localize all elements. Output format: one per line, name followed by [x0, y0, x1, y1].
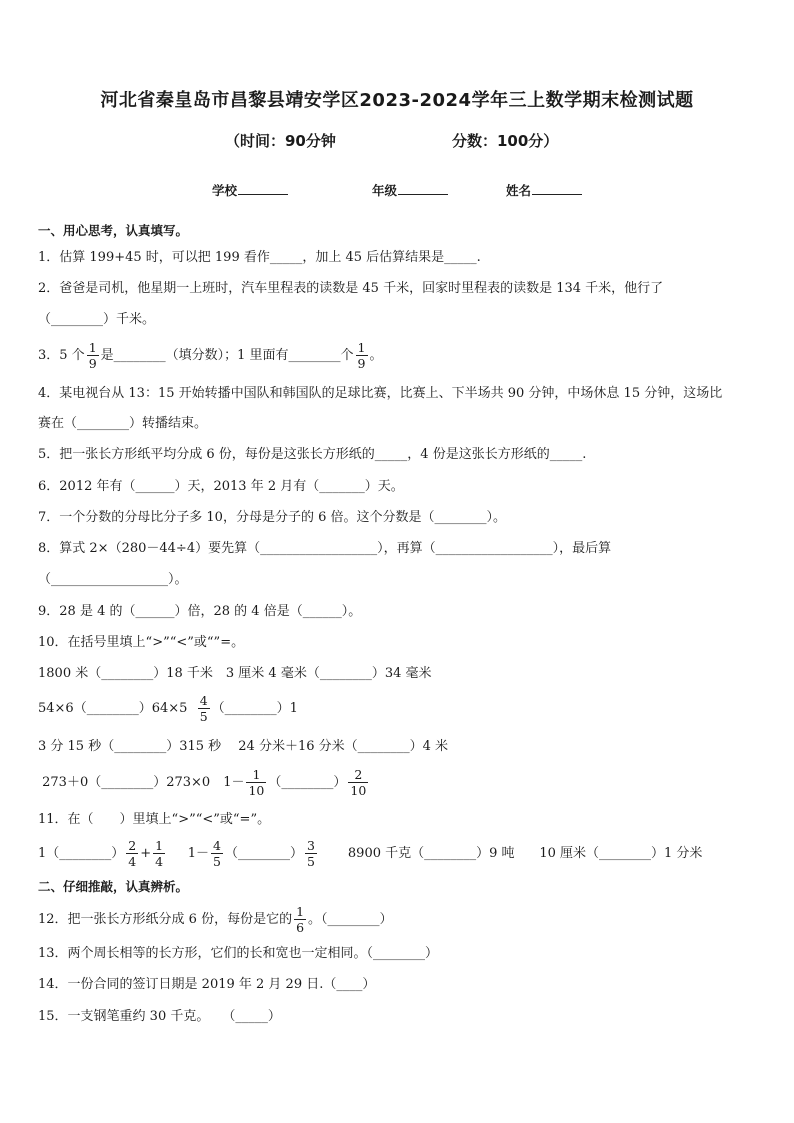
q10-row-4-text-a: 273＋0（________）273×0 1－: [42, 775, 245, 790]
fraction-denominator: 10: [248, 783, 265, 798]
exam-time: （时间：90分钟: [225, 132, 336, 150]
fraction-four-fifths: [211, 838, 223, 869]
school-blank: [238, 182, 288, 195]
fraction-denominator: 9: [88, 356, 97, 371]
fraction-denominator: 5: [199, 709, 208, 724]
question-10-row-1: 1800 米（________）18 千米 3 厘米 4 毫米（________）34 毫米: [38, 666, 432, 681]
name-label: 姓名: [506, 183, 532, 198]
question-4-line-2: 赛在（________）转播结束。: [38, 416, 208, 431]
fraction-numerator: 1: [155, 838, 164, 853]
grade-label: 年级: [372, 183, 398, 198]
question-10-row-3: 3 分 15 秒（________）315 秒 24 分米＋16 分米（________）4 米: [38, 739, 449, 754]
question-11: 11．在（ ）里填上“>”“<”或“=”。: [38, 812, 271, 827]
question-5: 5．把一张长方形纸平均分成 6 份，每份是这张长方形纸的_____，4 份是这张长方形纸的_____.: [38, 447, 587, 462]
section-1-heading: 一、用心思考，认真填写。: [38, 223, 189, 238]
question-7: 7．一个分数的分母比分子多 10，分母是分子的 6 倍。这个分数是（________）。: [38, 510, 506, 525]
q10-row-4-text-b: （________）: [268, 775, 347, 790]
fraction-numerator: 1: [296, 904, 305, 919]
question-10: 10．在括号里填上“>”“<”或“”=。: [38, 635, 245, 650]
fraction-denominator: 4: [155, 854, 164, 869]
fraction-denominator: 5: [213, 854, 221, 869]
fraction-two-fourths: [126, 838, 138, 869]
school-label: 学校: [212, 183, 238, 198]
q11-text-e: 10 厘米（________）1 分米: [539, 846, 703, 861]
fraction-numerator: 2: [128, 838, 137, 853]
q10-row-2-text-a: 54×6（________）64×5: [38, 701, 188, 716]
fraction-numerator: 4: [199, 693, 208, 708]
fraction-denominator: 4: [128, 854, 137, 869]
q10-row-2-text-b: （________）1: [211, 701, 298, 716]
question-12-text-a: 12．把一张长方形纸分成 6 份，每份是它的: [38, 912, 293, 927]
question-2-line-1: 2．爸爸是司机，他星期一上班时，汽车里程表的读数是 45 千米，回家时里程表的读数是 134 千米，他行了: [38, 281, 664, 296]
section-2-heading: 二、仔细推敲，认真辨析。: [38, 879, 189, 894]
fraction-denominator: 5: [307, 854, 315, 869]
question-8-line-2: （__________________）。: [38, 572, 188, 587]
question-9: 9．28 是 4 的（______）倍，28 的 4 倍是（______）。: [38, 604, 362, 619]
name-field: [506, 181, 582, 199]
question-6: 6．2012 年有（______）天，2013 年 2 月有（_______）天。: [38, 479, 404, 494]
question-3-text-a: 3．5 个: [38, 348, 85, 363]
fraction-one-ninth: [87, 340, 99, 371]
question-1: 1．估算 199+45 时，可以把 199 看作_____，加上 45 后估算结果是_____.: [38, 250, 481, 265]
plus-sign: +: [140, 846, 152, 861]
exam-score: 分数：100分）: [452, 132, 559, 150]
fraction-one-sixth: [294, 904, 306, 935]
fraction-denominator: 9: [357, 356, 366, 371]
fraction-one-tenth: [246, 767, 266, 798]
question-10-row-4: [38, 767, 370, 798]
question-11-row: [38, 838, 702, 869]
question-8-line-1: 8．算式 2×（280－44÷4）要先算（__________________），再算（__________________），最后算: [38, 541, 612, 556]
fraction-numerator: 1: [88, 340, 97, 355]
fraction-denominator: 10: [350, 783, 367, 798]
name-blank: [532, 182, 582, 195]
question-3-text-c: 。: [369, 348, 383, 363]
fraction-two-tenths: [348, 767, 368, 798]
fraction-numerator: 2: [348, 767, 368, 783]
grade-field: [372, 181, 448, 199]
fraction-four-fifths: [198, 693, 210, 724]
question-3: [38, 340, 383, 371]
school-field: [212, 181, 288, 199]
fraction-three-fifths: [305, 838, 317, 869]
question-10-row-2: [38, 693, 298, 724]
question-13: 13．两个周长相等的长方形，它们的长和宽也一定相同。（________）: [38, 946, 439, 961]
question-4-line-1: 4．某电视台从 13：15 开始转播中国队和韩国队的足球比赛，比赛上、下半场共 90 分钟，中场休息 15 分钟，这场比: [38, 386, 723, 401]
fraction-numerator: 1: [246, 767, 266, 783]
fraction-numerator: 1: [357, 340, 366, 355]
question-3-text-b: 是________（填分数）；1 里面有________个: [100, 348, 354, 363]
fraction-numerator: 3: [307, 838, 315, 853]
question-2-line-2: （________）千米。: [38, 312, 156, 327]
fraction-denominator: 6: [296, 920, 305, 935]
fraction-one-fourth: [153, 838, 165, 869]
fraction-numerator: 4: [213, 838, 221, 853]
question-14: 14．一份合同的签订日期是 2019 年 2 月 29 日.（____）: [38, 977, 376, 992]
q11-text-d: 8900 千克（________）9 吨: [347, 846, 515, 861]
q11-text-c: （________）: [225, 846, 304, 861]
fraction-one-ninth: [356, 340, 368, 371]
question-12-text-b: 。（________）: [308, 912, 393, 927]
question-12: [38, 904, 393, 935]
q11-text-a: 1（________）: [38, 846, 125, 861]
grade-blank: [398, 182, 448, 195]
question-15: 15．一支钢笔重约 30 千克。 （_____）: [38, 1009, 281, 1024]
exam-title: 河北省秦皇岛市昌黎县靖安学区2023-2024学年三上数学期末检测试题: [100, 90, 694, 111]
q11-text-b: 1－: [187, 846, 210, 861]
